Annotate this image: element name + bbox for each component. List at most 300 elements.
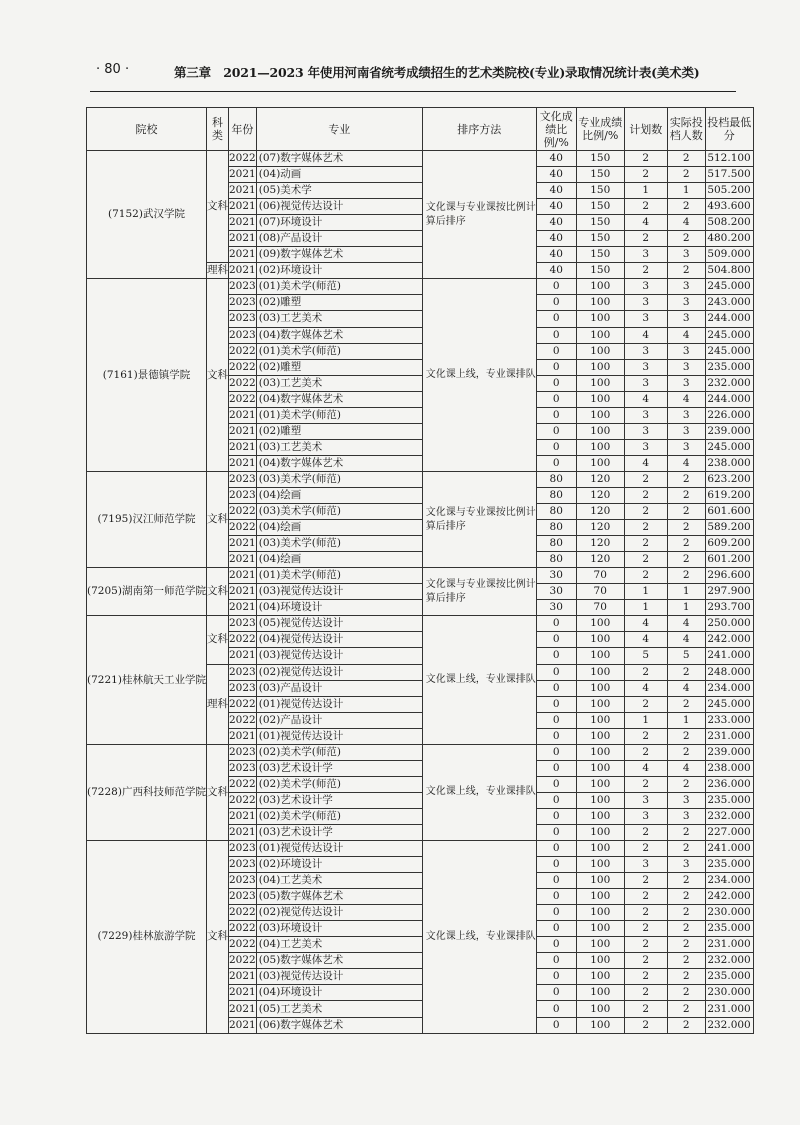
major-ratio-cell: 100 [576, 953, 624, 969]
major-ratio-cell: 150 [576, 263, 624, 279]
admitted-cell: 2 [667, 824, 705, 840]
major-ratio-cell: 100 [576, 937, 624, 953]
year-cell: 2021 [229, 536, 257, 552]
year-cell: 2021 [229, 824, 257, 840]
major-cell: (03)美术学(师范) [256, 536, 422, 552]
year-cell: 2022 [229, 905, 257, 921]
major-cell: (06)视觉传达设计 [256, 199, 422, 215]
plan-cell: 2 [624, 953, 667, 969]
admitted-cell: 4 [667, 391, 705, 407]
culture-ratio-cell: 0 [536, 632, 576, 648]
year-cell: 2022 [229, 696, 257, 712]
plan-cell: 3 [624, 857, 667, 873]
major-ratio-cell: 100 [576, 985, 624, 1001]
culture-ratio-cell: 80 [536, 487, 576, 503]
col-method: 排序方法 [422, 108, 536, 151]
admitted-cell: 2 [667, 841, 705, 857]
major-ratio-cell: 70 [576, 584, 624, 600]
major-cell: (01)视觉传达设计 [256, 728, 422, 744]
min-score-cell: 235.000 [705, 792, 753, 808]
admitted-cell: 5 [667, 648, 705, 664]
year-cell: 2021 [229, 600, 257, 616]
method-cell: 文化课上线，专业课排队 [422, 616, 536, 744]
min-score-cell: 231.000 [705, 728, 753, 744]
culture-ratio-cell: 0 [536, 953, 576, 969]
plan-cell: 4 [624, 327, 667, 343]
major-ratio-cell: 120 [576, 552, 624, 568]
culture-ratio-cell: 0 [536, 295, 576, 311]
major-cell: (03)艺术设计学 [256, 760, 422, 776]
col-admitted: 实际投档人数 [667, 108, 705, 151]
major-ratio-cell: 100 [576, 391, 624, 407]
culture-ratio-cell: 40 [536, 151, 576, 167]
col-school: 院校 [87, 108, 207, 151]
plan-cell: 3 [624, 808, 667, 824]
major-ratio-cell: 150 [576, 231, 624, 247]
major-cell: (02)雕塑 [256, 423, 422, 439]
min-score-cell: 245.000 [705, 343, 753, 359]
year-cell: 2023 [229, 873, 257, 889]
min-score-cell: 293.700 [705, 600, 753, 616]
major-ratio-cell: 100 [576, 1001, 624, 1017]
admitted-cell: 2 [667, 471, 705, 487]
year-cell: 2021 [229, 215, 257, 231]
admitted-cell: 4 [667, 760, 705, 776]
major-ratio-cell: 100 [576, 423, 624, 439]
plan-cell: 2 [624, 520, 667, 536]
major-cell: (07)数字媒体艺术 [256, 151, 422, 167]
major-cell: (08)产品设计 [256, 231, 422, 247]
year-cell: 2022 [229, 343, 257, 359]
admitted-cell: 4 [667, 455, 705, 471]
min-score-cell: 296.600 [705, 568, 753, 584]
plan-cell: 2 [624, 1001, 667, 1017]
admitted-cell: 3 [667, 295, 705, 311]
year-cell: 2021 [229, 247, 257, 263]
subject-cell: 文科 [207, 568, 229, 616]
admitted-cell: 3 [667, 359, 705, 375]
year-cell: 2023 [229, 487, 257, 503]
admitted-cell: 3 [667, 247, 705, 263]
major-cell: (03)视觉传达设计 [256, 648, 422, 664]
admitted-cell: 1 [667, 712, 705, 728]
subject-cell: 理科 [207, 664, 229, 744]
min-score-cell: 226.000 [705, 407, 753, 423]
min-score-cell: 232.000 [705, 1017, 753, 1033]
method-cell: 文化课与专业课按比例计算后排序 [422, 568, 536, 616]
admitted-cell: 2 [667, 905, 705, 921]
major-ratio-cell: 70 [576, 568, 624, 584]
plan-cell: 4 [624, 760, 667, 776]
year-cell: 2022 [229, 776, 257, 792]
culture-ratio-cell: 0 [536, 873, 576, 889]
major-cell: (01)美术学(师范) [256, 568, 422, 584]
plan-cell: 3 [624, 792, 667, 808]
admitted-cell: 2 [667, 199, 705, 215]
table-header-row [87, 108, 754, 151]
plan-cell: 2 [624, 231, 667, 247]
min-score-cell: 619.200 [705, 487, 753, 503]
col-min-score: 投档最低分 [705, 108, 753, 151]
major-ratio-cell: 100 [576, 648, 624, 664]
major-ratio-cell: 100 [576, 728, 624, 744]
culture-ratio-cell: 0 [536, 744, 576, 760]
major-cell: (07)环境设计 [256, 215, 422, 231]
culture-ratio-cell: 40 [536, 167, 576, 183]
plan-cell: 3 [624, 439, 667, 455]
major-ratio-cell: 120 [576, 536, 624, 552]
culture-ratio-cell: 0 [536, 407, 576, 423]
admitted-cell: 2 [667, 151, 705, 167]
major-ratio-cell: 100 [576, 311, 624, 327]
year-cell: 2021 [229, 1017, 257, 1033]
culture-ratio-cell: 0 [536, 808, 576, 824]
major-ratio-cell: 150 [576, 183, 624, 199]
major-cell: (06)数字媒体艺术 [256, 1017, 422, 1033]
year-cell: 2023 [229, 841, 257, 857]
year-cell: 2021 [229, 199, 257, 215]
admitted-cell: 2 [667, 664, 705, 680]
major-ratio-cell: 120 [576, 471, 624, 487]
table-row [87, 616, 754, 632]
admitted-cell: 4 [667, 632, 705, 648]
major-cell: (02)视觉传达设计 [256, 664, 422, 680]
subject-cell: 文科 [207, 471, 229, 567]
admitted-cell: 2 [667, 969, 705, 985]
year-cell: 2021 [229, 568, 257, 584]
culture-ratio-cell: 40 [536, 231, 576, 247]
year-cell: 2021 [229, 584, 257, 600]
year-cell: 2023 [229, 760, 257, 776]
col-major: 专业 [256, 108, 422, 151]
school-cell: (7161)景德镇学院 [87, 279, 207, 472]
method-cell: 文化课上线，专业课排队 [422, 744, 536, 840]
plan-cell: 3 [624, 247, 667, 263]
major-cell: (03)视觉传达设计 [256, 584, 422, 600]
plan-cell: 1 [624, 584, 667, 600]
min-score-cell: 242.000 [705, 889, 753, 905]
year-cell: 2023 [229, 327, 257, 343]
plan-cell: 1 [624, 183, 667, 199]
major-ratio-cell: 100 [576, 921, 624, 937]
major-ratio-cell: 100 [576, 455, 624, 471]
major-cell: (02)产品设计 [256, 712, 422, 728]
page-title: 第三章 2021—2023 年使用河南省统考成绩招生的艺术类院校(专业)录取情况统计表(美术类) [174, 65, 700, 80]
admitted-cell: 3 [667, 857, 705, 873]
table-row [87, 151, 754, 167]
plan-cell: 2 [624, 921, 667, 937]
year-cell: 2022 [229, 375, 257, 391]
major-cell: (04)视觉传达设计 [256, 632, 422, 648]
plan-cell: 2 [624, 937, 667, 953]
table-row [87, 841, 754, 857]
min-score-cell: 235.000 [705, 359, 753, 375]
plan-cell: 4 [624, 680, 667, 696]
major-cell: (04)工艺美术 [256, 937, 422, 953]
admitted-cell: 2 [667, 776, 705, 792]
min-score-cell: 509.000 [705, 247, 753, 263]
admitted-cell: 2 [667, 520, 705, 536]
min-score-cell: 238.000 [705, 455, 753, 471]
major-cell: (04)环境设计 [256, 600, 422, 616]
plan-cell: 2 [624, 744, 667, 760]
culture-ratio-cell: 0 [536, 616, 576, 632]
major-cell: (05)美术学 [256, 183, 422, 199]
admitted-cell: 2 [667, 889, 705, 905]
major-cell: (03)视觉传达设计 [256, 969, 422, 985]
plan-cell: 3 [624, 375, 667, 391]
year-cell: 2023 [229, 889, 257, 905]
major-ratio-cell: 100 [576, 760, 624, 776]
culture-ratio-cell: 0 [536, 391, 576, 407]
year-cell: 2021 [229, 1001, 257, 1017]
min-score-cell: 480.200 [705, 231, 753, 247]
admitted-cell: 2 [667, 536, 705, 552]
min-score-cell: 236.000 [705, 776, 753, 792]
culture-ratio-cell: 0 [536, 760, 576, 776]
major-cell: (02)美术学(师范) [256, 808, 422, 824]
plan-cell: 3 [624, 295, 667, 311]
year-cell: 2021 [229, 969, 257, 985]
plan-cell: 2 [624, 728, 667, 744]
culture-ratio-cell: 0 [536, 728, 576, 744]
admitted-cell: 3 [667, 808, 705, 824]
year-cell: 2021 [229, 439, 257, 455]
min-score-cell: 508.200 [705, 215, 753, 231]
plan-cell: 2 [624, 504, 667, 520]
major-ratio-cell: 100 [576, 841, 624, 857]
major-ratio-cell: 100 [576, 359, 624, 375]
year-cell: 2021 [229, 552, 257, 568]
min-score-cell: 517.500 [705, 167, 753, 183]
major-ratio-cell: 100 [576, 279, 624, 295]
year-cell: 2022 [229, 504, 257, 520]
major-cell: (03)艺术设计学 [256, 824, 422, 840]
min-score-cell: 297.900 [705, 584, 753, 600]
culture-ratio-cell: 80 [536, 471, 576, 487]
major-ratio-cell: 100 [576, 792, 624, 808]
major-cell: (01)视觉传达设计 [256, 841, 422, 857]
plan-cell: 2 [624, 841, 667, 857]
year-cell: 2022 [229, 921, 257, 937]
major-ratio-cell: 120 [576, 520, 624, 536]
major-ratio-cell: 150 [576, 215, 624, 231]
major-cell: (04)动画 [256, 167, 422, 183]
major-ratio-cell: 100 [576, 407, 624, 423]
min-score-cell: 245.000 [705, 327, 753, 343]
year-cell: 2023 [229, 279, 257, 295]
subject-cell: 文科 [207, 279, 229, 472]
culture-ratio-cell: 0 [536, 824, 576, 840]
plan-cell: 4 [624, 455, 667, 471]
major-cell: (01)美术学(师范) [256, 343, 422, 359]
admitted-cell: 2 [667, 921, 705, 937]
min-score-cell: 250.000 [705, 616, 753, 632]
major-cell: (03)工艺美术 [256, 375, 422, 391]
plan-cell: 1 [624, 600, 667, 616]
culture-ratio-cell: 0 [536, 841, 576, 857]
major-ratio-cell: 150 [576, 151, 624, 167]
plan-cell: 2 [624, 552, 667, 568]
major-ratio-cell: 100 [576, 632, 624, 648]
year-cell: 2022 [229, 632, 257, 648]
min-score-cell: 235.000 [705, 969, 753, 985]
admitted-cell: 1 [667, 584, 705, 600]
major-cell: (03)美术学(师范) [256, 471, 422, 487]
plan-cell: 2 [624, 905, 667, 921]
year-cell: 2022 [229, 937, 257, 953]
major-ratio-cell: 100 [576, 696, 624, 712]
major-cell: (04)环境设计 [256, 985, 422, 1001]
min-score-cell: 235.000 [705, 921, 753, 937]
major-cell: (05)数字媒体艺术 [256, 953, 422, 969]
culture-ratio-cell: 40 [536, 263, 576, 279]
admitted-cell: 2 [667, 263, 705, 279]
major-cell: (09)数字媒体艺术 [256, 247, 422, 263]
year-cell: 2021 [229, 985, 257, 1001]
major-ratio-cell: 100 [576, 1017, 624, 1033]
year-cell: 2021 [229, 808, 257, 824]
major-ratio-cell: 100 [576, 327, 624, 343]
culture-ratio-cell: 0 [536, 423, 576, 439]
culture-ratio-cell: 0 [536, 937, 576, 953]
major-ratio-cell: 100 [576, 664, 624, 680]
year-cell: 2021 [229, 183, 257, 199]
min-score-cell: 504.800 [705, 263, 753, 279]
major-ratio-cell: 150 [576, 247, 624, 263]
table-row [87, 568, 754, 584]
plan-cell: 3 [624, 423, 667, 439]
major-cell: (03)环境设计 [256, 921, 422, 937]
plan-cell: 1 [624, 712, 667, 728]
plan-cell: 2 [624, 263, 667, 279]
admitted-cell: 2 [667, 487, 705, 503]
major-cell: (02)美术学(师范) [256, 776, 422, 792]
major-cell: (02)美术学(师范) [256, 744, 422, 760]
culture-ratio-cell: 80 [536, 536, 576, 552]
plan-cell: 4 [624, 215, 667, 231]
culture-ratio-cell: 0 [536, 1001, 576, 1017]
admitted-cell: 4 [667, 616, 705, 632]
culture-ratio-cell: 0 [536, 969, 576, 985]
major-cell: (03)产品设计 [256, 680, 422, 696]
min-score-cell: 231.000 [705, 1001, 753, 1017]
major-ratio-cell: 100 [576, 776, 624, 792]
plan-cell: 3 [624, 407, 667, 423]
admitted-cell: 4 [667, 215, 705, 231]
year-cell: 2021 [229, 231, 257, 247]
culture-ratio-cell: 40 [536, 215, 576, 231]
admitted-cell: 3 [667, 439, 705, 455]
min-score-cell: 244.000 [705, 311, 753, 327]
major-cell: (04)工艺美术 [256, 873, 422, 889]
year-cell: 2022 [229, 953, 257, 969]
min-score-cell: 235.000 [705, 857, 753, 873]
culture-ratio-cell: 0 [536, 889, 576, 905]
admitted-cell: 3 [667, 792, 705, 808]
major-cell: (02)环境设计 [256, 857, 422, 873]
year-cell: 2022 [229, 391, 257, 407]
major-ratio-cell: 100 [576, 969, 624, 985]
culture-ratio-cell: 30 [536, 584, 576, 600]
plan-cell: 4 [624, 616, 667, 632]
culture-ratio-cell: 0 [536, 680, 576, 696]
min-score-cell: 233.000 [705, 712, 753, 728]
subject-cell: 文科 [207, 151, 229, 263]
culture-ratio-cell: 0 [536, 712, 576, 728]
min-score-cell: 239.000 [705, 744, 753, 760]
plan-cell: 2 [624, 536, 667, 552]
major-ratio-cell: 150 [576, 199, 624, 215]
year-cell: 2021 [229, 407, 257, 423]
method-cell: 文化课与专业课按比例计算后排序 [422, 151, 536, 279]
school-cell: (7152)武汉学院 [87, 151, 207, 279]
year-cell: 2023 [229, 471, 257, 487]
culture-ratio-cell: 40 [536, 183, 576, 199]
col-plan: 计划数 [624, 108, 667, 151]
major-ratio-cell: 100 [576, 343, 624, 359]
admitted-cell: 2 [667, 1001, 705, 1017]
culture-ratio-cell: 0 [536, 311, 576, 327]
culture-ratio-cell: 0 [536, 279, 576, 295]
plan-cell: 2 [624, 824, 667, 840]
major-ratio-cell: 100 [576, 680, 624, 696]
admitted-cell: 1 [667, 183, 705, 199]
plan-cell: 2 [624, 696, 667, 712]
min-score-cell: 238.000 [705, 760, 753, 776]
plan-cell: 2 [624, 664, 667, 680]
min-score-cell: 493.600 [705, 199, 753, 215]
culture-ratio-cell: 0 [536, 1017, 576, 1033]
min-score-cell: 601.600 [705, 504, 753, 520]
culture-ratio-cell: 0 [536, 455, 576, 471]
year-cell: 2023 [229, 616, 257, 632]
admitted-cell: 2 [667, 504, 705, 520]
major-ratio-cell: 100 [576, 808, 624, 824]
admitted-cell: 1 [667, 600, 705, 616]
culture-ratio-cell: 80 [536, 520, 576, 536]
major-cell: (02)雕塑 [256, 295, 422, 311]
subject-cell: 文科 [207, 744, 229, 840]
admitted-cell: 2 [667, 568, 705, 584]
major-ratio-cell: 100 [576, 712, 624, 728]
year-cell: 2023 [229, 744, 257, 760]
year-cell: 2022 [229, 520, 257, 536]
culture-ratio-cell: 0 [536, 776, 576, 792]
year-cell: 2022 [229, 151, 257, 167]
method-cell: 文化课上线，专业课排队 [422, 841, 536, 1034]
col-culture-ratio: 文化成绩比例/% [536, 108, 576, 151]
admitted-cell: 2 [667, 167, 705, 183]
plan-cell: 2 [624, 873, 667, 889]
year-cell: 2023 [229, 664, 257, 680]
culture-ratio-cell: 0 [536, 985, 576, 1001]
school-cell: (7205)湖南第一师范学院 [87, 568, 207, 616]
plan-cell: 2 [624, 568, 667, 584]
major-cell: (04)数字媒体艺术 [256, 455, 422, 471]
plan-cell: 3 [624, 311, 667, 327]
admitted-cell: 3 [667, 343, 705, 359]
culture-ratio-cell: 30 [536, 568, 576, 584]
major-cell: (04)绘画 [256, 552, 422, 568]
admitted-cell: 2 [667, 953, 705, 969]
plan-cell: 2 [624, 889, 667, 905]
major-ratio-cell: 100 [576, 824, 624, 840]
culture-ratio-cell: 0 [536, 857, 576, 873]
admitted-cell: 3 [667, 423, 705, 439]
plan-cell: 5 [624, 648, 667, 664]
plan-cell: 2 [624, 985, 667, 1001]
